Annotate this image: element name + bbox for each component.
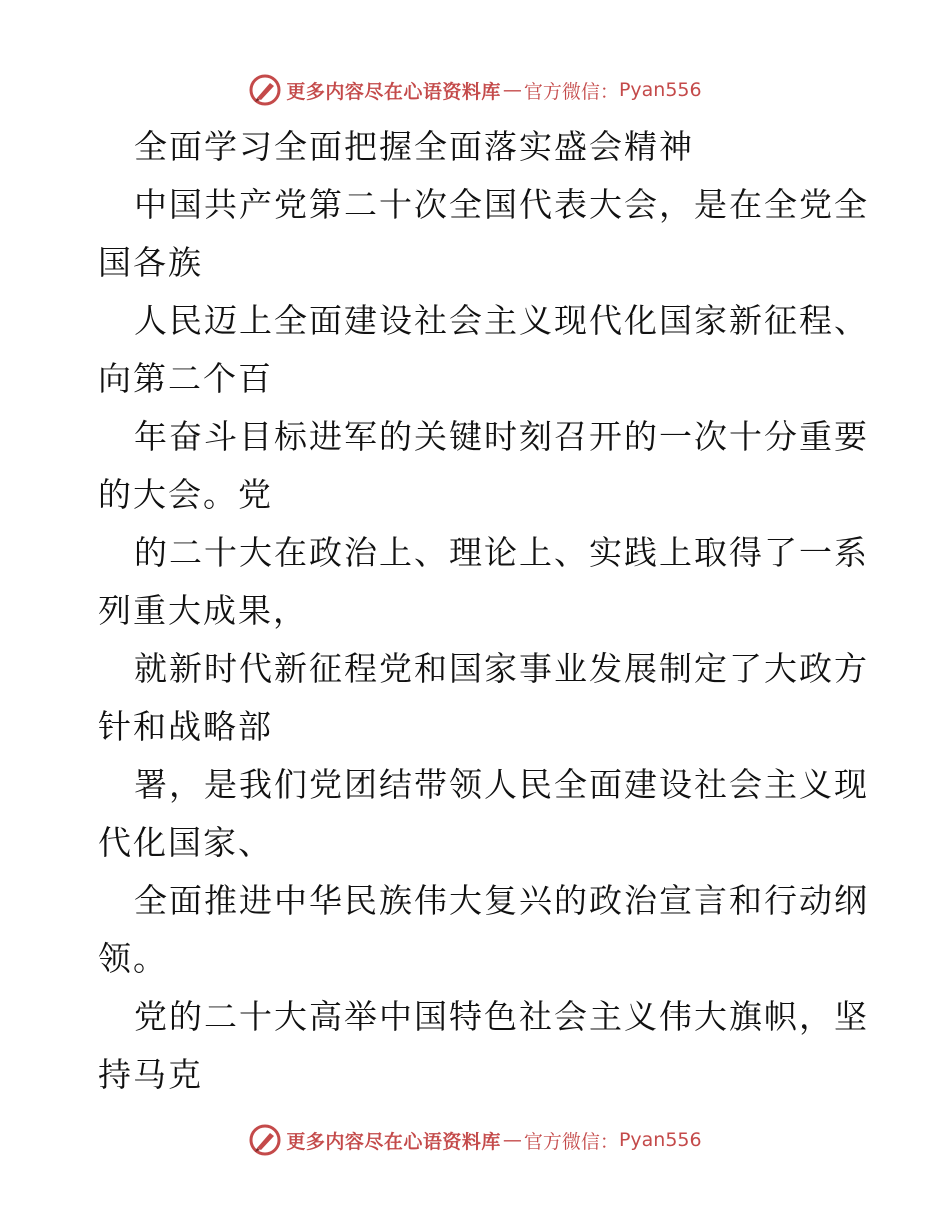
document-body <box>98 118 869 1104</box>
wechat-id: Pyan556 <box>618 1129 702 1151</box>
text-line: 党的二十大高举中国特色社会主义伟大旗帜，坚 <box>134 997 869 1036</box>
wechat-id: Pyan556 <box>618 79 702 101</box>
text-line: 的大会。党 <box>98 475 273 514</box>
wechat-label: 官方微信： <box>523 80 619 103</box>
banner-text: 更多内容尽在心语资料库 <box>286 80 501 103</box>
banner-dash: — <box>502 79 522 101</box>
text-line: 列重大成果， <box>98 591 308 630</box>
text-line: 署，是我们党团结带领人民全面建设社会主义现 <box>134 765 869 804</box>
pen-logo-icon <box>248 1123 282 1157</box>
text-line: 就新时代新征程党和国家事业发展制定了大政方 <box>134 649 869 688</box>
pen-logo-icon <box>248 73 282 107</box>
text-line: 年奋斗目标进军的关键时刻召开的一次十分重要 <box>134 417 869 456</box>
text-line: 向第二个百 <box>98 359 273 398</box>
footer-banner <box>0 1120 950 1160</box>
text-line: 人民迈上全面建设社会主义现代化国家新征程、 <box>134 301 869 340</box>
text-line: 持马克 <box>98 1055 203 1094</box>
text-line: 的二十大在政治上、理论上、实践上取得了一系 <box>134 533 869 572</box>
document-title: 全面学习全面把握全面落实盛会精神 <box>134 127 694 166</box>
wechat-label: 官方微信： <box>523 1130 619 1153</box>
text-line: 针和战略部 <box>98 707 273 746</box>
text-line: 代化国家、 <box>98 823 273 862</box>
header-banner <box>0 70 950 110</box>
banner-dash: — <box>502 1129 522 1151</box>
text-line: 国各族 <box>98 243 203 282</box>
banner-text: 更多内容尽在心语资料库 <box>286 1130 501 1153</box>
text-line: 全面推进中华民族伟大复兴的政治宣言和行动纲 <box>134 881 869 920</box>
text-line: 领。 <box>98 939 168 978</box>
text-line: 中国共产党第二十次全国代表大会，是在全党全 <box>134 185 869 224</box>
